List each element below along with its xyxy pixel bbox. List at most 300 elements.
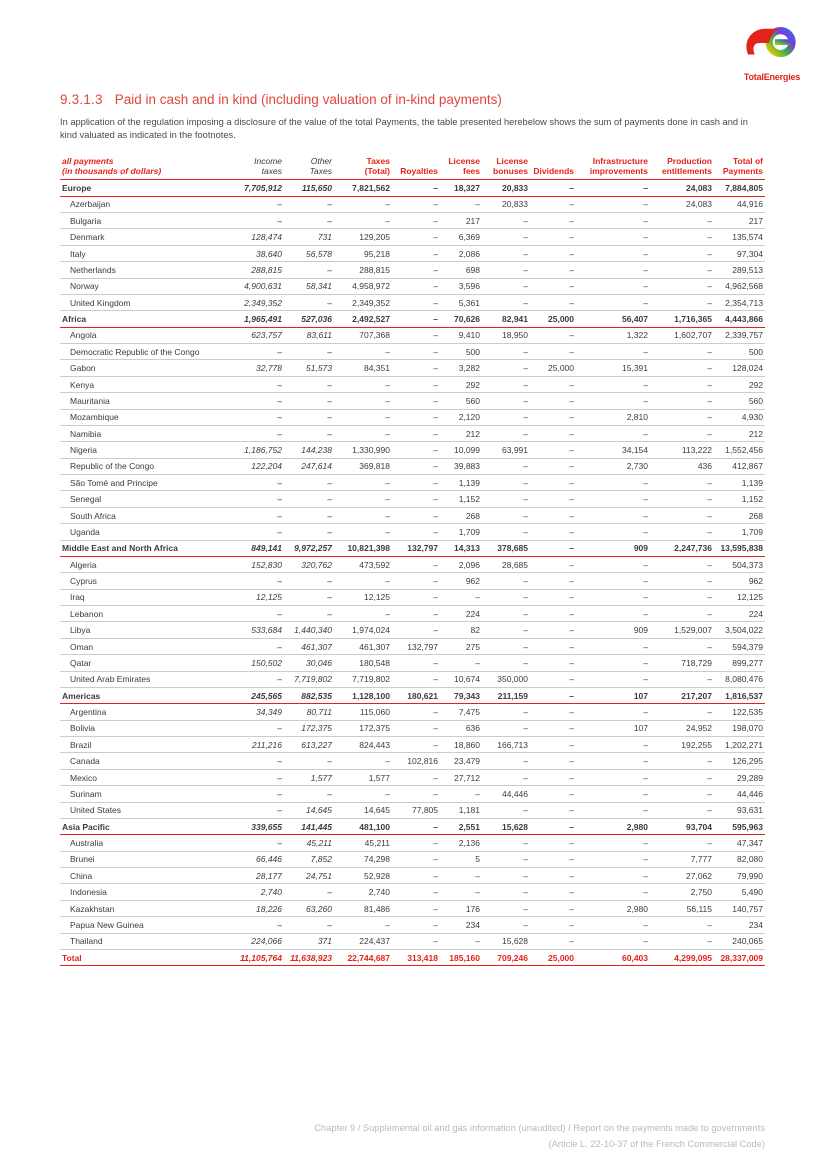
cell-value: – [576,229,650,245]
cell-value: 80,711 [284,704,334,720]
footer-line-2: (Article L. 22-10-37 of the French Commercial Code) [548,1138,765,1149]
cell-value: – [576,769,650,785]
cell-value: 14,313 [440,540,482,556]
cell-value: – [576,294,650,310]
cell-value: 378,685 [482,540,530,556]
cell-value: 10,099 [440,442,482,458]
cell-value: – [650,278,714,294]
cell-value: 15,628 [482,818,530,834]
cell-value: – [482,753,530,769]
cell-value: – [392,180,440,196]
table-row-senegal [60,491,765,507]
cell-value: – [530,884,576,900]
cell-value: – [650,917,714,933]
cell-value: – [392,262,440,278]
cell-value: – [650,294,714,310]
cell-value: 81,486 [334,900,392,916]
cell-value: – [392,294,440,310]
cell-value: 1,330,990 [334,442,392,458]
cell-value: 60,403 [576,949,650,965]
cell-value: 500 [714,344,765,360]
cell-value: – [576,606,650,622]
row-label: Cyprus [60,573,228,589]
cell-value: – [392,769,440,785]
cell-value: – [392,425,440,441]
cell-value: – [392,278,440,294]
cell-value: – [650,638,714,654]
cell-value: – [530,720,576,736]
cell-value: 369,818 [334,458,392,474]
cell-value: – [650,213,714,229]
column-header-totalof-payments: Total of Payments [714,156,765,180]
cell-value: 224 [440,606,482,622]
row-label: Algeria [60,556,228,572]
table-row-gabon [60,360,765,376]
cell-value: – [482,851,530,867]
row-label: Middle East and North Africa [60,540,228,556]
cell-value: 1,965,491 [228,311,284,327]
cell-value: – [334,917,392,933]
table-row-uganda [60,524,765,540]
cell-value: – [228,573,284,589]
cell-value: 79,343 [440,687,482,703]
cell-value: 132,797 [392,540,440,556]
cell-value: – [576,245,650,261]
row-label: United States [60,802,228,818]
cell-value: 962 [714,573,765,589]
row-label: Iraq [60,589,228,605]
cell-value: 718,729 [650,655,714,671]
cell-value: 14,645 [284,802,334,818]
cell-value: 4,930 [714,409,765,425]
table-row-kenya [60,376,765,392]
page-footer [314,1121,765,1152]
cell-value: 24,083 [650,196,714,212]
table-row-argentina [60,704,765,720]
row-label: Brazil [60,737,228,753]
row-label: Netherlands [60,262,228,278]
cell-value: – [530,917,576,933]
cell-value: 135,574 [714,229,765,245]
cell-value: – [482,917,530,933]
row-label: Argentina [60,704,228,720]
table-row-algeria [60,556,765,572]
cell-value: – [650,245,714,261]
cell-value: 7,777 [650,851,714,867]
cell-value: 45,211 [334,835,392,851]
cell-value: 12,125 [228,589,284,605]
cell-value: – [440,786,482,802]
cell-value: 12,125 [334,589,392,605]
cell-value: – [228,835,284,851]
cell-value: 3,596 [440,278,482,294]
cell-value: – [530,868,576,884]
cell-value: 122,535 [714,704,765,720]
cell-value: – [284,753,334,769]
cell-value: – [530,737,576,753]
cell-value: – [482,622,530,638]
row-label: Italy [60,245,228,261]
column-header-all-payments: all payments (in thousands of dollars) [60,156,228,180]
cell-value: 2,086 [440,245,482,261]
cell-value: 461,307 [284,638,334,654]
cell-value: – [334,753,392,769]
cell-value: – [334,786,392,802]
cell-value: 849,141 [228,540,284,556]
cell-value: – [650,589,714,605]
cell-value: – [530,655,576,671]
cell-value: – [576,704,650,720]
table-row-united-arab-emirates [60,671,765,687]
cell-value: – [650,753,714,769]
column-header-taxes-total: Taxes (Total) [334,156,392,180]
cell-value: – [228,425,284,441]
cell-value: 473,592 [334,556,392,572]
cell-value: 224,066 [228,933,284,949]
cell-value: – [576,425,650,441]
cell-value: 882,535 [284,687,334,703]
cell-value: 198,070 [714,720,765,736]
cell-value: – [440,933,482,949]
cell-value: 115,060 [334,704,392,720]
cell-value: 27,062 [650,868,714,884]
cell-value: – [284,589,334,605]
cell-value: 2,349,352 [228,294,284,310]
cell-value: – [576,638,650,654]
table-row-iraq [60,589,765,605]
cell-value: 1,577 [334,769,392,785]
cell-value: 93,704 [650,818,714,834]
cell-value: – [530,606,576,622]
cell-value: – [530,278,576,294]
cell-value: – [228,344,284,360]
cell-value: 20,833 [482,196,530,212]
cell-value: 126,295 [714,753,765,769]
cell-value: – [576,262,650,278]
row-label: Indonesia [60,884,228,900]
cell-value: 52,928 [334,868,392,884]
cell-value: – [284,524,334,540]
cell-value: 74,298 [334,851,392,867]
cell-value: 594,379 [714,638,765,654]
cell-value: 4,962,568 [714,278,765,294]
cell-value: – [392,442,440,458]
cell-value: 899,277 [714,655,765,671]
cell-value: – [576,475,650,491]
table-row-kazakhstan [60,900,765,916]
cell-value: – [392,655,440,671]
page-content [60,92,765,966]
table-row-netherlands [60,262,765,278]
cell-value: 15,628 [482,933,530,949]
cell-value: – [650,344,714,360]
cell-value: 58,341 [284,278,334,294]
cell-value: – [576,786,650,802]
cell-value: 28,685 [482,556,530,572]
table-row-united-states [60,802,765,818]
cell-value: – [576,753,650,769]
cell-value: 4,299,095 [650,949,714,965]
row-label: Brunei [60,851,228,867]
cell-value: – [228,213,284,229]
cell-value: – [392,491,440,507]
cell-value: 4,958,972 [334,278,392,294]
cell-value: – [392,393,440,409]
cell-value: – [392,311,440,327]
cell-value: – [284,606,334,622]
cell-value: – [482,393,530,409]
cell-value: 2,247,736 [650,540,714,556]
section-number: 9.3.1.3 [60,92,103,107]
cell-value: – [482,900,530,916]
cell-value: – [530,835,576,851]
table-row-asia-pacific [60,818,765,834]
cell-value: 1,202,271 [714,737,765,753]
table-row-bolivia [60,720,765,736]
cell-value: 23,479 [440,753,482,769]
cell-value: 34,349 [228,704,284,720]
cell-value: – [392,622,440,638]
cell-value: 1,181 [440,802,482,818]
cell-value: 18,950 [482,327,530,343]
cell-value: – [530,769,576,785]
cell-value: – [482,344,530,360]
cell-value: – [334,213,392,229]
table-row-denmark [60,229,765,245]
row-label: China [60,868,228,884]
cell-value: – [284,786,334,802]
row-label: Mexico [60,769,228,785]
row-label: Senegal [60,491,228,507]
cell-value: 2,750 [650,884,714,900]
cell-value: – [650,524,714,540]
cell-value: 2,551 [440,818,482,834]
cell-value: – [228,786,284,802]
cell-value: 234 [714,917,765,933]
cell-value: – [440,868,482,884]
cell-value: 7,884,805 [714,180,765,196]
cell-value: – [530,802,576,818]
cell-value: 185,160 [440,949,482,965]
cell-value: – [530,818,576,834]
cell-value: – [530,393,576,409]
cell-value: 1,602,707 [650,327,714,343]
cell-value: – [576,671,650,687]
cell-value: – [392,589,440,605]
cell-value: – [284,491,334,507]
cell-value: – [228,769,284,785]
section-title: Paid in cash and in kind (including valuation of in-kind payments) [114,92,502,107]
cell-value: 533,684 [228,622,284,638]
cell-value: 10,821,398 [334,540,392,556]
row-label: Denmark [60,229,228,245]
cell-value: 1,577 [284,769,334,785]
table-row-republic-of-the-congo [60,458,765,474]
cell-value: – [334,376,392,392]
cell-value: – [482,294,530,310]
cell-value: – [334,491,392,507]
cell-value: 45,211 [284,835,334,851]
cell-value: – [530,491,576,507]
cell-value: 2,096 [440,556,482,572]
cell-value: – [530,704,576,720]
cell-value: 5 [440,851,482,867]
cell-value: – [392,933,440,949]
cell-value: 1,709 [440,524,482,540]
cell-value: – [576,917,650,933]
cell-value: 79,990 [714,868,765,884]
cell-value: – [650,769,714,785]
cell-value: – [650,704,714,720]
row-label: Canada [60,753,228,769]
cell-value: – [576,802,650,818]
cell-value: 141,445 [284,818,334,834]
column-header-production-entitlements: Production entitlements [650,156,714,180]
cell-value: – [530,540,576,556]
cell-value: – [530,180,576,196]
cell-value: 20,833 [482,180,530,196]
cell-value: – [392,671,440,687]
cell-value: – [576,344,650,360]
row-label: Gabon [60,360,228,376]
row-label: Papua New Guinea [60,917,228,933]
table-row-europe [60,180,765,196]
cell-value: 44,446 [482,786,530,802]
table-row-united-kingdom [60,294,765,310]
cell-value: 500 [440,344,482,360]
cell-value: 30,046 [284,655,334,671]
table-row-brazil [60,737,765,753]
cell-value: – [530,213,576,229]
cell-value: – [392,884,440,900]
cell-value: – [530,524,576,540]
cell-value: 2,740 [334,884,392,900]
cell-value: 1,816,537 [714,687,765,703]
row-label: Thailand [60,933,228,949]
cell-value: – [482,704,530,720]
cell-value: 436 [650,458,714,474]
cell-value: – [482,638,530,654]
table-row-s-o-tom-and-principe [60,475,765,491]
cell-value: 1,529,007 [650,622,714,638]
cell-value: 1,152 [440,491,482,507]
cell-value: 39,883 [440,458,482,474]
cell-value: – [576,507,650,523]
cell-value: – [334,344,392,360]
table-row-qatar [60,655,765,671]
cell-value: 636 [440,720,482,736]
cell-value: 2,980 [576,900,650,916]
brand-name: TotalEnergies [743,72,801,82]
cell-value: – [576,655,650,671]
cell-value: 2,349,352 [334,294,392,310]
cell-value: – [392,573,440,589]
cell-value: – [334,409,392,425]
cell-value: – [392,851,440,867]
cell-value: 25,000 [530,949,576,965]
column-header-other-taxes: Other Taxes [284,156,334,180]
cell-value: – [392,475,440,491]
cell-value: 34,154 [576,442,650,458]
cell-value: 481,100 [334,818,392,834]
cell-value: – [650,835,714,851]
cell-value: 2,120 [440,409,482,425]
cell-value: 560 [714,393,765,409]
cell-value: 28,337,009 [714,949,765,965]
cell-value: 102,816 [392,753,440,769]
cell-value: – [228,196,284,212]
cell-value: – [228,491,284,507]
cell-value: – [650,573,714,589]
cell-value: 93,631 [714,802,765,818]
cell-value: 623,757 [228,327,284,343]
cell-value: 107 [576,687,650,703]
table-row-south-africa [60,507,765,523]
cell-value: – [284,425,334,441]
cell-value: 84,351 [334,360,392,376]
cell-value: – [284,884,334,900]
cell-value: 292 [714,376,765,392]
row-label: Bolivia [60,720,228,736]
cell-value: 18,860 [440,737,482,753]
row-label: Angola [60,327,228,343]
cell-value: – [650,425,714,441]
cell-value: 268 [714,507,765,523]
cell-value: – [482,491,530,507]
cell-value: 51,573 [284,360,334,376]
cell-value: 2,492,527 [334,311,392,327]
cell-value: – [392,917,440,933]
row-label: Total [60,949,228,965]
cell-value: – [530,753,576,769]
cell-value: – [482,262,530,278]
cell-value: – [392,737,440,753]
cell-value: 217 [714,213,765,229]
cell-value: 140,757 [714,900,765,916]
cell-value: 707,368 [334,327,392,343]
cell-value: 2,354,713 [714,294,765,310]
table-row-oman [60,638,765,654]
table-row-surinam [60,786,765,802]
cell-value: 1,139 [714,475,765,491]
table-row-mexico [60,769,765,785]
cell-value: – [650,376,714,392]
cell-value: 9,410 [440,327,482,343]
table-row-italy [60,245,765,261]
table-row-norway [60,278,765,294]
cell-value: – [530,507,576,523]
cell-value: 24,952 [650,720,714,736]
table-row-china [60,868,765,884]
cell-value: 247,614 [284,458,334,474]
cell-value: – [334,196,392,212]
cell-value: – [228,393,284,409]
column-header-license-bonuses: License bonuses [482,156,530,180]
row-label: Norway [60,278,228,294]
cell-value: 70,626 [440,311,482,327]
cell-value: – [482,425,530,441]
cell-value: 1,440,340 [284,622,334,638]
cell-value: – [440,196,482,212]
cell-value: 211,159 [482,687,530,703]
cell-value: 7,852 [284,851,334,867]
cell-value: – [284,409,334,425]
cell-value: – [482,409,530,425]
row-label: Namibia [60,425,228,441]
cell-value: 4,443,866 [714,311,765,327]
table-row-papua-new-guinea [60,917,765,933]
row-label: Americas [60,687,228,703]
